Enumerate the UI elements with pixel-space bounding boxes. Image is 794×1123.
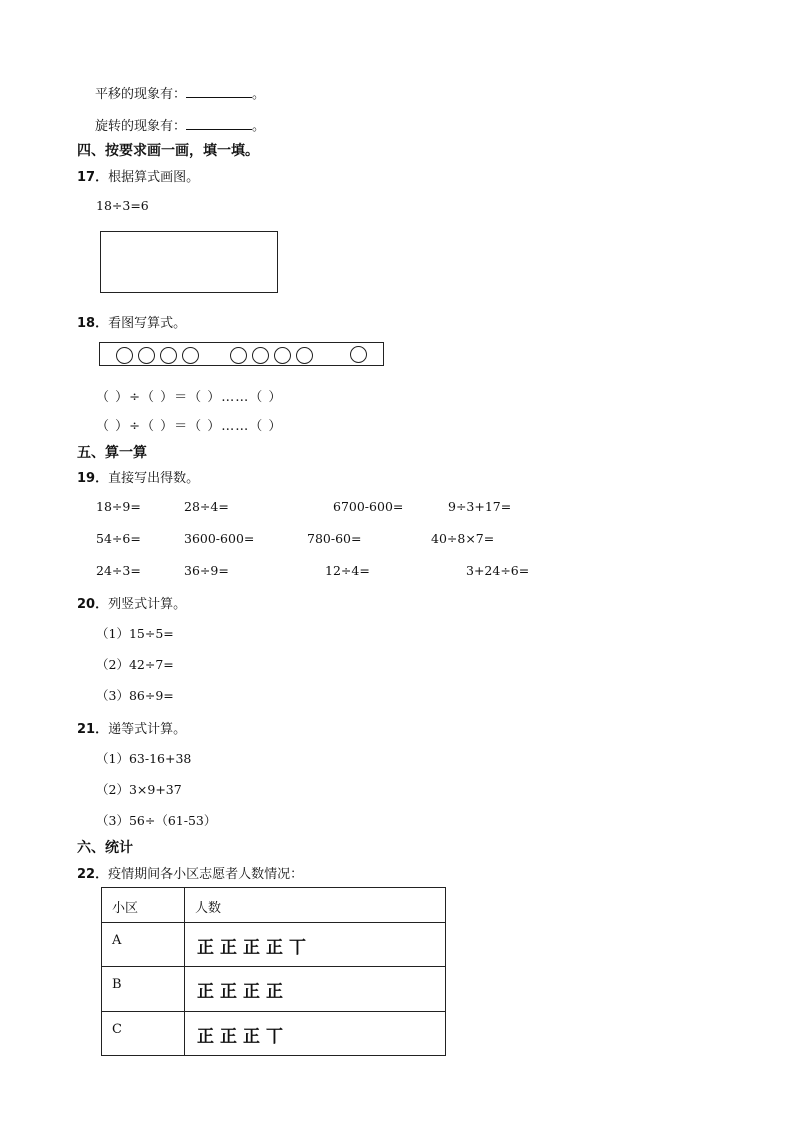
table-row [102, 1012, 446, 1056]
district-name: C [112, 1022, 122, 1037]
table-cell [185, 1012, 446, 1056]
circle-icon [116, 347, 133, 364]
q21-question [77, 718, 186, 737]
q21-item-2: （2）3×9+37 [96, 782, 182, 797]
rotation-line [95, 115, 265, 134]
section6-title: 六、统计 [77, 840, 133, 856]
q20-question [77, 593, 186, 612]
q17-text: 根据算式画图。 [108, 170, 200, 185]
q20-item-1: （1）15÷5= [96, 626, 174, 641]
translation-label: 平移的现象有： [95, 87, 187, 102]
calc-item: 18÷9= [96, 499, 141, 514]
rotation-blank[interactable] [186, 117, 252, 130]
section5-title: 五、算一算 [77, 445, 147, 461]
q17-formula: 18÷3=6 [96, 198, 149, 213]
q17-number: 17． [77, 170, 109, 185]
q19-question [77, 467, 199, 486]
district-name: B [112, 977, 122, 992]
q18-number: 18． [77, 316, 109, 331]
calc-item: 3+24÷6= [466, 563, 530, 578]
header-district: 小区 [112, 901, 139, 916]
q20-item-3: （3）86÷9= [96, 688, 174, 703]
circle-icon [230, 347, 247, 364]
tally-marks: 正正正丅 [197, 1027, 289, 1047]
table-row [102, 923, 446, 967]
calc-item: 36÷9= [184, 563, 229, 578]
q20-item-2: （2）42÷7= [96, 657, 174, 672]
q21-item-3: （3）56÷（61-53） [96, 813, 217, 828]
volunteer-table [101, 887, 446, 1056]
table-cell [185, 967, 446, 1012]
calc-item: 9÷3+17= [448, 499, 512, 514]
translation-blank[interactable] [186, 85, 252, 98]
district-name: A [112, 933, 122, 948]
q21-item-1: （1）63-16+38 [96, 751, 192, 766]
q18-text: 看图写算式。 [108, 316, 187, 331]
table-cell [185, 923, 446, 967]
calc-item: 28÷4= [184, 499, 229, 514]
calc-item: 6700-600= [333, 499, 404, 514]
circle-icon [274, 347, 291, 364]
q22-number: 22． [77, 867, 109, 882]
q17-question [77, 166, 199, 185]
tally-marks: 正正正正丅 [197, 938, 312, 958]
q18-question [77, 312, 186, 331]
q18-answer-row-2[interactable]: （ ）÷（ ）＝（ ）……（ ） [96, 419, 283, 434]
calc-item: 780-60= [307, 531, 362, 546]
translation-line [95, 83, 265, 102]
q20-number: 20． [77, 597, 109, 612]
q19-number: 19． [77, 471, 109, 486]
q21-text: 递等式计算。 [108, 722, 187, 737]
rotation-label: 旋转的现象有： [95, 119, 187, 134]
tally-marks: 正正正正 [197, 982, 289, 1002]
translation-period: 。 [252, 87, 266, 102]
table-header-cell [102, 888, 185, 923]
circle-icon [138, 347, 155, 364]
calc-item: 3600-600= [184, 531, 255, 546]
table-cell [102, 967, 185, 1012]
q18-answer-row-1[interactable]: （ ）÷（ ）＝（ ）……（ ） [96, 390, 283, 405]
calc-item: 12÷4= [325, 563, 370, 578]
q20-text: 列竖式计算。 [108, 597, 187, 612]
calc-item: 24÷3= [96, 563, 141, 578]
calc-item: 40÷8×7= [431, 531, 495, 546]
table-row [102, 967, 446, 1012]
section4-title: 四、按要求画一画，填一填。 [77, 143, 259, 159]
q22-question [77, 863, 303, 882]
table-header-row [102, 888, 446, 923]
rotation-period: 。 [252, 119, 266, 134]
q17-drawing-box[interactable] [100, 231, 278, 293]
circle-icon [350, 346, 367, 363]
circle-icon [296, 347, 313, 364]
calc-item: 54÷6= [96, 531, 141, 546]
q19-text: 直接写出得数。 [108, 471, 200, 486]
q22-text: 疫情期间各小区志愿者人数情况： [108, 867, 304, 882]
table-header-cell [185, 888, 446, 923]
q21-number: 21． [77, 722, 109, 737]
circle-icon [252, 347, 269, 364]
circle-icon [182, 347, 199, 364]
circle-icon [160, 347, 177, 364]
table-cell [102, 1012, 185, 1056]
table-cell [102, 923, 185, 967]
header-count: 人数 [195, 901, 222, 916]
